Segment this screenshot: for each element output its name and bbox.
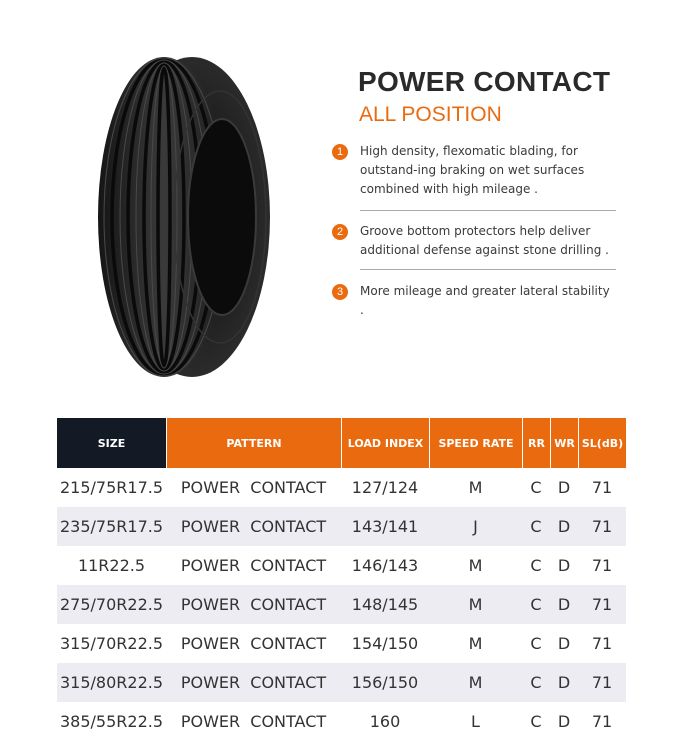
header-wr: WR (550, 418, 578, 468)
cell-wr: D (557, 634, 571, 653)
cell-sl: 71 (591, 712, 613, 731)
cell-pattern: POWER CONTACT (180, 478, 327, 497)
feature-number-badge: 1 (332, 144, 348, 160)
cell-wr: D (550, 663, 578, 702)
header-size: SIZE (57, 418, 166, 468)
header-sl: SL(dB) (578, 418, 626, 468)
cell-rr: C (530, 556, 542, 575)
table-row (57, 702, 626, 741)
header-pattern: PATTERN (166, 418, 341, 468)
cell-load-index: 160 (369, 712, 401, 731)
product-title: POWER CONTACT (358, 66, 611, 97)
product-subtitle: ALL POSITION (359, 103, 502, 126)
feature-text: Groove bottom protectors help deliver additional defense against stone drilling . (360, 224, 609, 257)
table-row (57, 546, 626, 585)
tire-illustration (72, 52, 272, 382)
table-row (57, 624, 626, 663)
feature-item-1 (332, 142, 616, 199)
cell-load-index: 156/150 (341, 663, 429, 702)
cell-speed-rate: M (429, 663, 522, 702)
cell-size: 235/75R17.5 (57, 507, 166, 546)
feature-item-2 (332, 222, 616, 260)
feature-divider (360, 210, 616, 211)
cell-size: 385/55R22.5 (59, 712, 164, 731)
cell-sl: 71 (578, 663, 626, 702)
cell-rr: C (530, 634, 542, 653)
cell-sl: 71 (578, 507, 626, 546)
cell-wr: D (557, 478, 571, 497)
feature-number-badge: 2 (332, 224, 348, 240)
cell-load-index: 127/124 (351, 478, 419, 497)
cell-rr: C (522, 585, 550, 624)
feature-number-badge: 3 (332, 284, 348, 300)
cell-pattern: POWER CONTACT (166, 663, 341, 702)
table-row (57, 468, 626, 507)
feature-item-3 (332, 282, 616, 320)
cell-wr: D (557, 712, 571, 731)
cell-size: 315/80R22.5 (57, 663, 166, 702)
table-header-row (57, 418, 626, 468)
header-speed-rate: SPEED RATE (429, 418, 522, 468)
cell-speed-rate: M (468, 634, 483, 653)
cell-wr: D (550, 507, 578, 546)
tire-image (72, 52, 272, 382)
cell-sl: 71 (591, 634, 613, 653)
cell-size: 315/70R22.5 (59, 634, 164, 653)
feature-text: More mileage and greater lateral stability . (360, 284, 610, 317)
cell-wr: D (550, 585, 578, 624)
cell-speed-rate: M (468, 478, 483, 497)
cell-size: 215/75R17.5 (59, 478, 164, 497)
cell-speed-rate: M (468, 556, 483, 575)
cell-load-index: 143/141 (341, 507, 429, 546)
cell-sl: 71 (578, 585, 626, 624)
cell-load-index: 154/150 (351, 634, 419, 653)
cell-sl: 71 (591, 478, 613, 497)
spec-table (57, 418, 626, 741)
cell-pattern: POWER CONTACT (180, 634, 327, 653)
feature-text: High density, flexomatic blading, for outstand-ing braking on wet surfaces combined with high mileage . (360, 144, 585, 196)
cell-sl: 71 (591, 556, 613, 575)
cell-speed-rate: L (471, 712, 480, 731)
table-row (57, 507, 626, 546)
header-load-index: LOAD INDEX (341, 418, 429, 468)
cell-speed-rate: M (429, 585, 522, 624)
cell-pattern: POWER CONTACT (166, 585, 341, 624)
cell-load-index: 148/145 (341, 585, 429, 624)
cell-rr: C (522, 663, 550, 702)
table-row (57, 663, 626, 702)
cell-pattern: POWER CONTACT (166, 507, 341, 546)
cell-speed-rate: J (429, 507, 522, 546)
cell-size: 11R22.5 (77, 556, 146, 575)
cell-pattern: POWER CONTACT (180, 556, 327, 575)
cell-size: 275/70R22.5 (57, 585, 166, 624)
cell-load-index: 146/143 (351, 556, 419, 575)
cell-wr: D (557, 556, 571, 575)
cell-rr: C (522, 507, 550, 546)
table-row (57, 585, 626, 624)
cell-rr: C (530, 712, 542, 731)
cell-pattern: POWER CONTACT (180, 712, 327, 731)
header-rr: RR (522, 418, 550, 468)
feature-divider (360, 269, 616, 270)
cell-rr: C (530, 478, 542, 497)
